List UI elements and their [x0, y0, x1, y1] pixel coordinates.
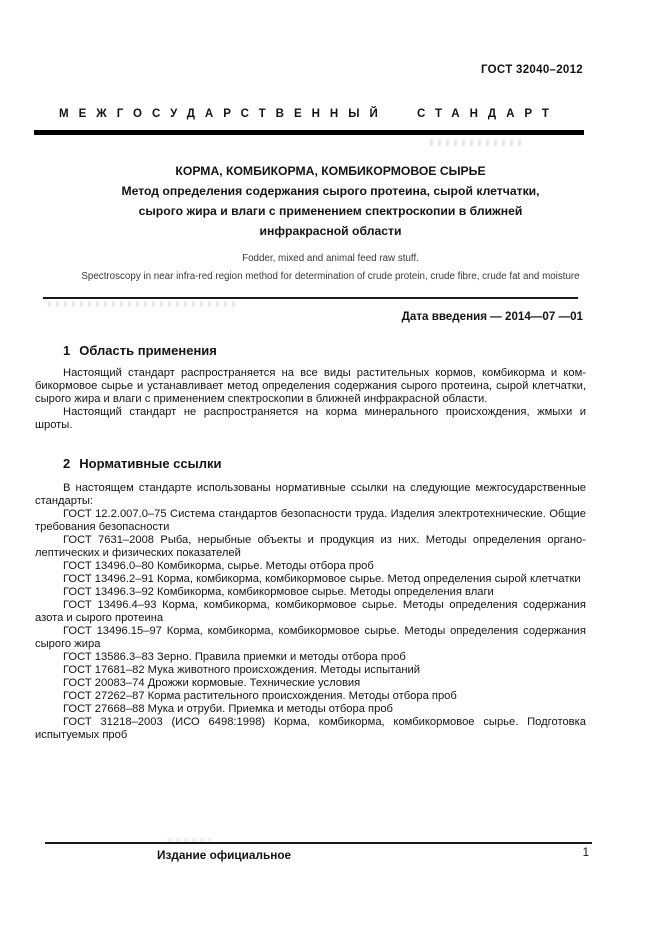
- body-paragraph: Настоящий стандарт не распространяется на корма минерального происхождения, жмыхи и шроты.: [35, 406, 586, 431]
- section-title: Область применения: [79, 343, 217, 358]
- title-separator-rule: [43, 297, 578, 299]
- footer-rule: [45, 842, 592, 844]
- reference-item: ГОСТ 27262–87 Корма растительного происхождения. Методы отбора проб: [63, 690, 457, 702]
- reference-item: ГОСТ 27668–88 Мука и отруби. Приемка и методы отбора проб: [63, 703, 393, 715]
- page-number: 1: [582, 847, 589, 859]
- reference-item: ГОСТ 13496.2–91 Корма, комбикорма, комбикормовое сырье. Метод определения сырой клетчатки: [63, 573, 581, 585]
- effective-date: Дата введения — 2014—07 —01: [401, 310, 583, 323]
- section-scope: [35, 343, 586, 432]
- section-title: Нормативные ссылки: [79, 456, 222, 471]
- reference-item: ГОСТ 13496.3–92 Комбикорма, комбикормовое сырье. Методы определения влаги: [63, 586, 494, 598]
- body-paragraph: Настоящий стандарт распространяется на все виды растительных кормов, комбикорма и комбикормовое сырье и устанавливает метод определения содержания сырого протеина, сырой клетчатки, сырого жира и влаги с применением спектроскопии в ближней инфракрасной области.: [35, 367, 586, 405]
- title-line: КОРМА, КОМБИКОРМА, КОМБИКОРМОВОЕ СЫРЬЕ: [175, 164, 486, 178]
- document-title-en: [0, 250, 661, 286]
- subtitle-line: Spectroscopy in near infra-red region method for determination of crude protein, crude fibre, crude fat and moisture: [81, 271, 580, 282]
- reference-item: ГОСТ 12.2.007.0–75 Система стандартов безопасности труда. Изделия электротехнические. Общие требования безопасности: [35, 508, 586, 533]
- title-line: сырого жира и влаги с применением спектроскопии в ближней: [138, 204, 523, 218]
- standard-type-label: МЕЖГОСУДАРСТВЕННЫЙ СТАНДАРТ: [59, 108, 559, 120]
- title-line: инфракрасной области: [259, 224, 402, 238]
- reference-item: ГОСТ 13586.3–83 Зерно. Правила приемки и методы отбора проб: [63, 651, 406, 663]
- reference-item: ГОСТ 13496.4–93 Корма, комбикорма, комбикормовое сырье. Методы определения содержания азота и сырого протеина: [35, 599, 586, 624]
- reference-item: ГОСТ 31218–2003 (ИСО 6498:1998) Корма, комбикорма, комбикормовое сырье. Подготовка испытуемых проб: [35, 716, 586, 741]
- header-rule: [34, 130, 584, 135]
- reference-item: ГОСТ 13496.0–80 Комбикорма, сырье. Методы отбора проб: [63, 560, 374, 572]
- subtitle-line: Fodder, mixed and animal feed raw stuff.: [242, 253, 419, 264]
- section-number: 1: [63, 343, 71, 358]
- body-paragraph: В настоящем стандарте использованы нормативные ссылки на следующие межгосударственные стандарты:: [35, 482, 586, 507]
- scan-artifact: [430, 139, 522, 146]
- reference-item: ГОСТ 17681–82 Мука животного происхождения. Методы испытаний: [63, 664, 421, 676]
- reference-item: ГОСТ 7631–2008 Рыба, нерыбные объекты и продукция из них. Методы определения органолептических и физических показателей: [35, 534, 586, 559]
- section-normative-references: [35, 456, 586, 742]
- section-number: 2: [63, 456, 71, 471]
- edition-note: Издание официальное: [157, 848, 292, 862]
- reference-item: ГОСТ 20083–74 Дрожжи кормовые. Технические условия: [63, 677, 361, 689]
- document-title-ru: [0, 161, 661, 241]
- title-line: Метод определения содержания сырого протеина, сырой клетчатки,: [121, 184, 540, 198]
- doc-number: ГОСТ 32040–2012: [480, 64, 583, 76]
- scan-artifact: [48, 301, 236, 307]
- reference-item: ГОСТ 13496.15–97 Корма, комбикорма, комбикормовое сырье. Методы определения содержания сырого жира: [35, 625, 586, 650]
- section-heading: [35, 343, 586, 359]
- document-body: [35, 343, 586, 742]
- section-heading: [35, 456, 586, 472]
